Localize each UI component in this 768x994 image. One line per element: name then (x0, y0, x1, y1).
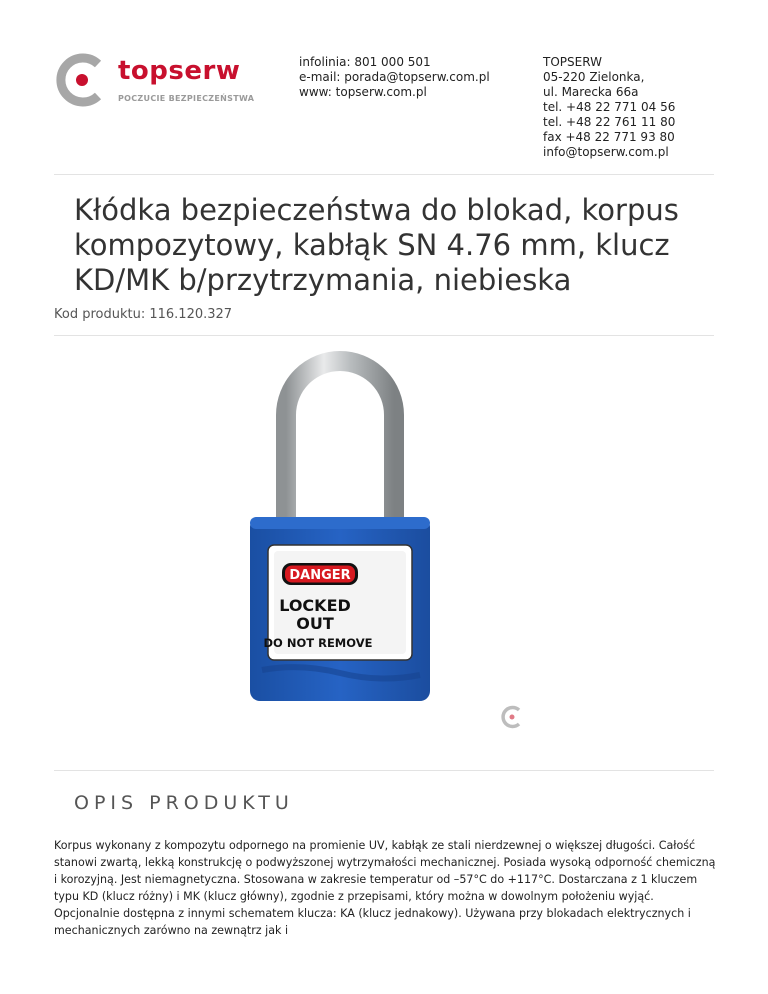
website-link[interactable]: www: topserw.com.pl (299, 85, 427, 99)
email-link[interactable]: e-mail: porada@topserw.com.pl (299, 70, 490, 84)
product-image (150, 345, 530, 745)
label-danger-text: DANGER (289, 568, 351, 583)
logo-mark-icon (54, 52, 110, 108)
info-email-link[interactable]: info@topserw.com.pl (543, 145, 669, 159)
logo-tagline: POCZUCIE BEZPIECZEŃSTWA (118, 94, 255, 103)
padlock-illustration (150, 345, 530, 745)
company-address (543, 55, 675, 160)
phone-1: tel. +48 22 771 04 56 (543, 100, 676, 114)
watermark-logo-icon (500, 705, 524, 729)
fax: fax +48 22 771 93 80 (543, 130, 675, 144)
company-name: TOPSERW (543, 55, 602, 69)
description-text: Korpus wykonany z kompozytu odpornego na promienie UV, kabłąk ze stali nierdzewnej o większej długości. Całość stanowi zwartą, lekką konstrukcję o podwyższonej wytrzymałości mechanicznej. Posiada wysoką odporność chemiczną i korozyjną. Jest niemagnetyczna. Stosowana w zakresie temperatur od –57°C do +117°C. Dostarczana z 1 kluczem typu KD (klucz różny) i MK (klucz główny), zgodnie z przepisami, który można w dowolnym położeniu wyjąć. Opcjonalnie dostępna z innymi schematem klucza: KA (klucz jednakowy). Używana przy blokadach elektrycznych i mechanicznych zarówno na zewnątrz jak i (54, 839, 716, 937)
header-divider (54, 174, 714, 175)
image-divider (54, 770, 714, 771)
street-address: ul. Marecka 66a (543, 85, 639, 99)
postal-code: 05-220 Zielonka, (543, 70, 645, 84)
phone-2: tel. +48 22 761 11 80 (543, 115, 676, 129)
description-heading: OPIS PRODUKTU (74, 792, 294, 814)
label-line3: DO NOT REMOVE (263, 636, 373, 650)
contact-info (299, 55, 490, 100)
title-divider (54, 335, 714, 336)
logo-wordmark: topserw (118, 56, 241, 86)
product-title: Kłódka bezpieczeństwa do blokad, korpus kompozytowy, kabłąk SN 4.76 mm, klucz KD/MK b/przytrzymania, niebieska (74, 193, 679, 297)
label-line2: OUT (296, 614, 334, 633)
product-code: Kod produktu: 116.120.327 (54, 307, 233, 322)
label-line1: LOCKED (279, 596, 351, 615)
hotline-text: infolinia: 801 000 501 (299, 55, 431, 69)
company-logo (54, 52, 254, 108)
